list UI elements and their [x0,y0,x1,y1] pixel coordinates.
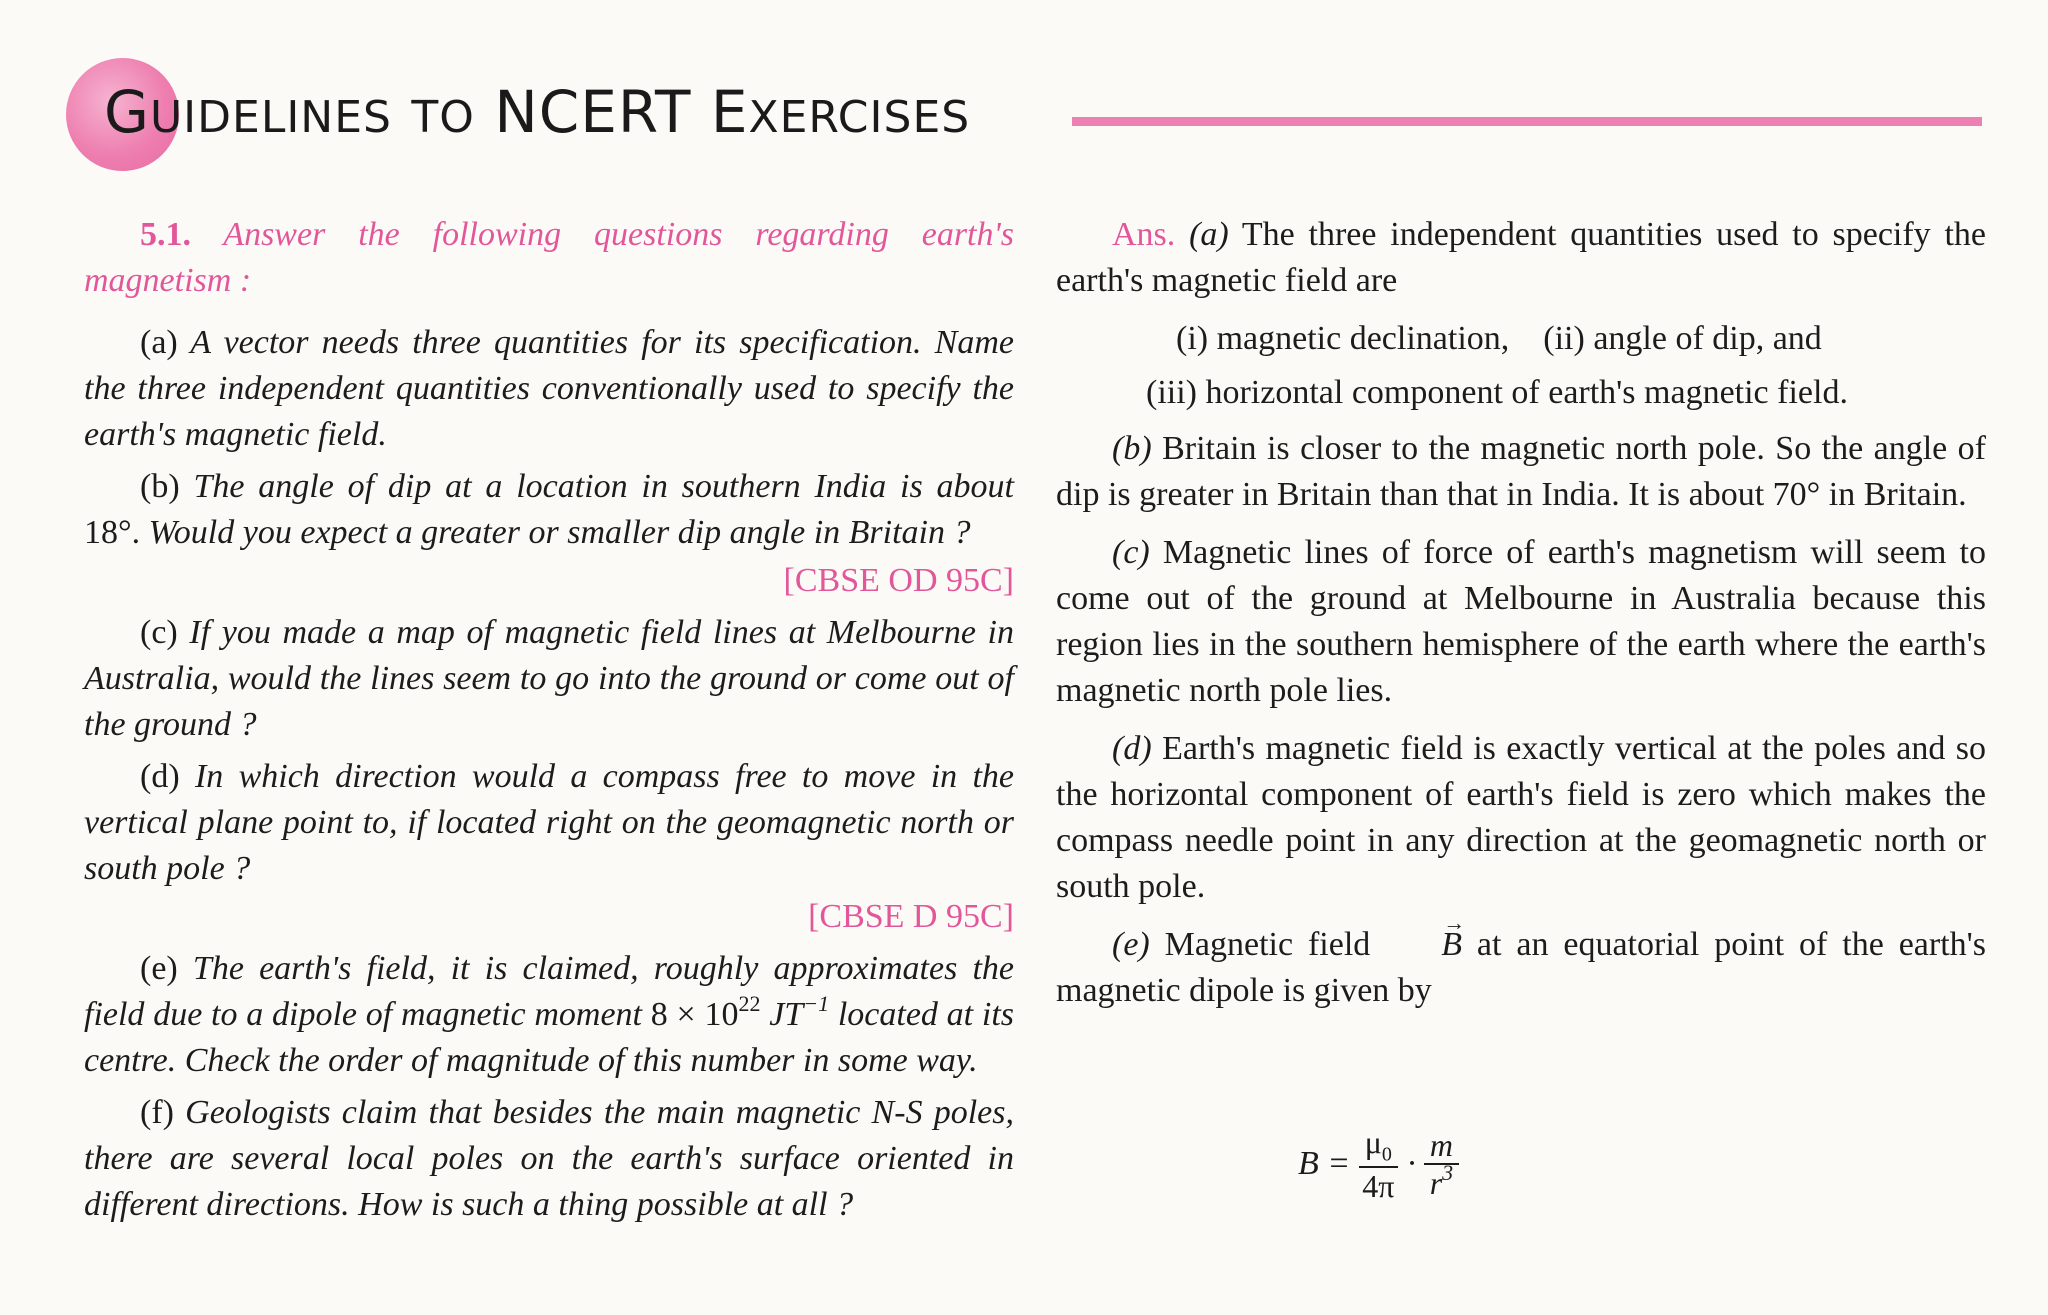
question-part-d: (d) In which direction would a compass free to move in the vertical plane point to, if located right on the geomagnetic north or south pole ? [84,758,1015,887]
answer-part-a: Ans. (a) The three independent quantities used to specify the earth's magnetic field are [1056,216,1986,299]
question-part-c: (c) If you made a map of magnetic field lines at Melbourne in Australia, would the lines seem to go into the ground or come out of the ground ? [84,614,1015,743]
section-heading: GUIDELINES TO NCERT EXERCISES [104,78,971,146]
question-part-f: (f) Geologists claim that besides the main magnetic N-S poles, there are several local poles on the earth's surface oriented in different directions. How is such a thing possible at all ? [84,1094,1015,1223]
list-item: (i) magnetic declination, (ii) angle of dip, and [1176,320,1822,357]
list-item: (iii) horizontal component of earth's magnetic field. [1146,374,1848,411]
question-d-reference: [CBSE D 95C] [808,898,1014,935]
fraction-m-over-r3: $\frac{m}{r^3}$ [1424,1127,1459,1201]
question-part-b: (b) The angle of dip at a location in southern India is about 18°. Would you expect a greater or smaller dip angle in Britain ? [84,468,1014,551]
fraction-mu0-over-4pi: $\frac{\mu_0}{4\pi}$ [1356,1124,1400,1204]
answer-part-c: (c) Magnetic lines of force of earth's magnetism will seem to come out of the ground at Melbourne in Australia because this region lies in the southern hemisphere of the earth where the earth's magnetic north pole lies. [1056,534,1987,709]
question-b-reference: [CBSE OD 95C] [783,562,1014,599]
equatorial-field-formula: B = $\frac{\mu_0}{4\pi}$ · $\frac{m}{r^3}$ [1298,1124,1465,1204]
answer-part-b: (b) Britain is closer to the magnetic north pole. So the angle of dip is greater in Britain than that in India. It is about 70° in Britain. [1056,430,1986,513]
question-title: 5.1. Answer the following questions regarding earth's magnetism : [84,216,1014,299]
answer-part-e: (e) Magnetic field → B at an equatorial point of the earth's magnetic dipole is given by [1056,922,1986,1014]
question-part-a: (a) A vector needs three quantities for its specification. Name the three independent quantities conventionally used to specify the earth's magnetic field. [84,324,1014,453]
header-rule [1072,117,1982,126]
answer-a-list [1056,316,1986,416]
question-column [84,212,1014,1234]
answer-part-d: (d) Earth's magnetic field is exactly vertical at the poles and so the horizontal component of earth's field is zero which makes the compass needle point in any direction at the geomagnetic north or south pole. [1056,730,1987,905]
answer-column [1056,212,1986,1026]
vector-b-symbol: → B [1385,922,1462,968]
question-part-e: (e) The earth's field, it is claimed, roughly approximates the field due to a dipole of magnetic moment $8 \times 10^{22}$ $JT^{-1}$ located at its centre. Check the order of magnitude of this number in some way. [84,950,1015,1079]
